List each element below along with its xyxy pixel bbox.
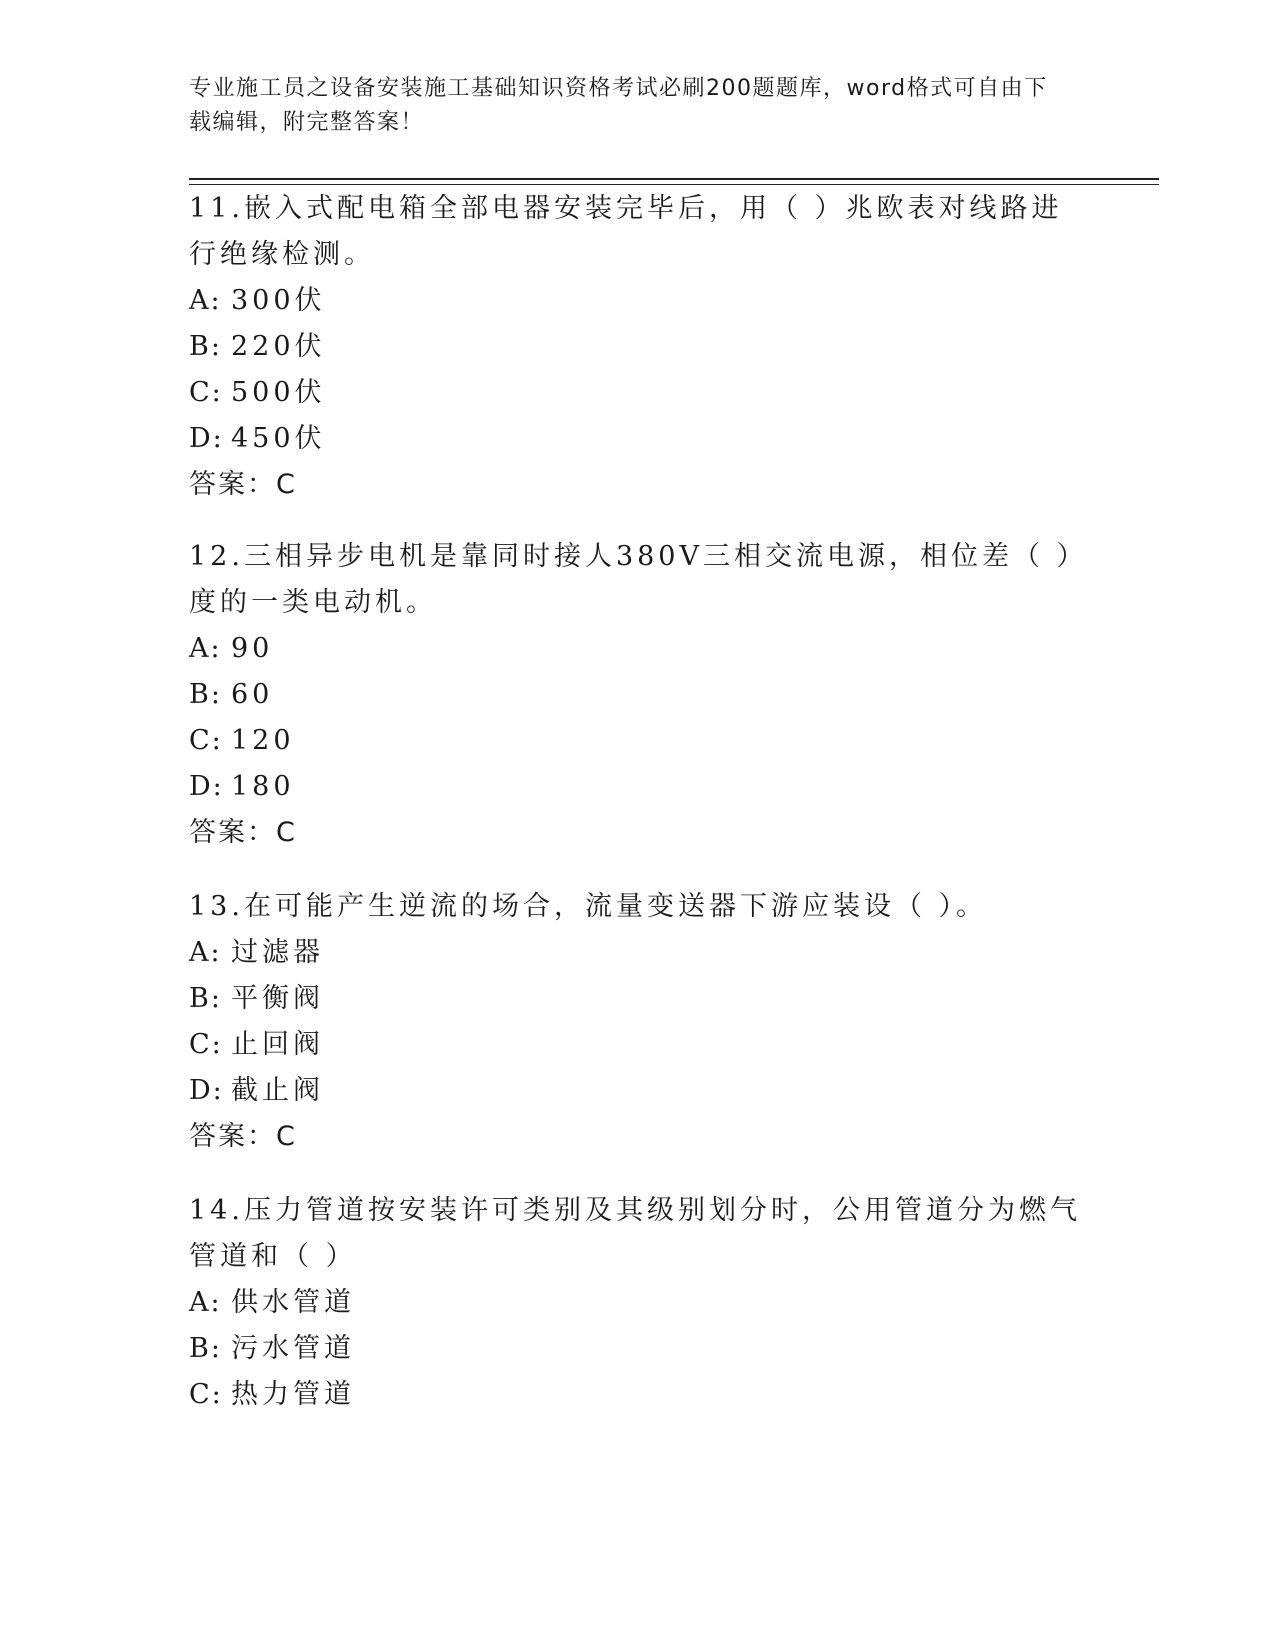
option-letter: D: [189,771,224,802]
option-d [189,1068,1089,1114]
option-value: 450伏 [231,423,326,454]
option-a [189,1280,1089,1326]
option-value: 180 [231,771,295,802]
option-value: 止回阀 [231,1029,324,1060]
option-value: 截止阀 [231,1075,324,1106]
option-c [189,1022,1089,1068]
option-c [189,718,1089,764]
option-a [189,930,1089,976]
document-header: 专业施工员之设备安装施工基础知识资格考试必刷200题题库，word格式可自由下载编辑，附完整答案！ [189,76,1048,135]
option-value: 污水管道 [231,1333,355,1364]
option-c [189,370,1089,416]
option-value: 过滤器 [231,937,324,968]
option-letter: C: [189,725,223,756]
option-letter: C: [189,377,223,408]
option-letter: A: [189,937,222,968]
option-b [189,976,1089,1022]
option-a [189,278,1089,324]
option-value: 300伏 [231,285,326,316]
option-letter: B: [189,331,222,362]
option-value: 220伏 [231,331,326,362]
option-letter: D: [189,423,224,454]
header-divider-thick [189,178,1159,180]
question-14 [189,1188,1089,1418]
header-divider-thin [189,184,1159,185]
question-stem: 13.在可能产生逆流的场合，流量变送器下游应装设（ ）。 [189,891,988,922]
option-d [189,764,1089,810]
option-d [189,416,1089,462]
option-letter: A: [189,285,222,316]
option-letter: B: [189,983,222,1014]
option-letter: B: [189,1333,222,1364]
option-letter: B: [189,679,222,710]
answer-line: 答案：C [189,1121,297,1152]
question-stem: 11.嵌入式配电箱全部电器安装完毕后，用（ ）兆欧表对线路进行绝缘检测。 [189,193,1063,270]
option-letter: D: [189,1075,224,1106]
option-letter: C: [189,1029,223,1060]
option-value: 平衡阀 [231,983,324,1014]
option-value: 热力管道 [231,1379,355,1410]
option-c [189,1372,1089,1418]
question-12 [189,534,1089,856]
answer-line: 答案：C [189,469,297,500]
question-13 [189,884,1089,1160]
question-stem: 14.压力管道按安装许可类别及其级别划分时，公用管道分为燃气管道和（ ） [189,1195,1081,1272]
option-letter: C: [189,1379,223,1410]
option-b [189,324,1089,370]
option-b [189,672,1089,718]
answer-line: 答案：C [189,817,297,848]
option-value: 60 [231,679,274,710]
option-value: 供水管道 [231,1287,355,1318]
question-stem: 12.三相异步电机是靠同时接人380V三相交流电源，相位差（ ）度的一类电动机。 [189,541,1088,618]
option-value: 90 [231,633,274,664]
option-a [189,626,1089,672]
option-letter: A: [189,633,222,664]
option-value: 120 [231,725,295,756]
option-value: 500伏 [231,377,326,408]
option-letter: A: [189,1287,222,1318]
question-11 [189,186,1089,508]
option-b [189,1326,1089,1372]
